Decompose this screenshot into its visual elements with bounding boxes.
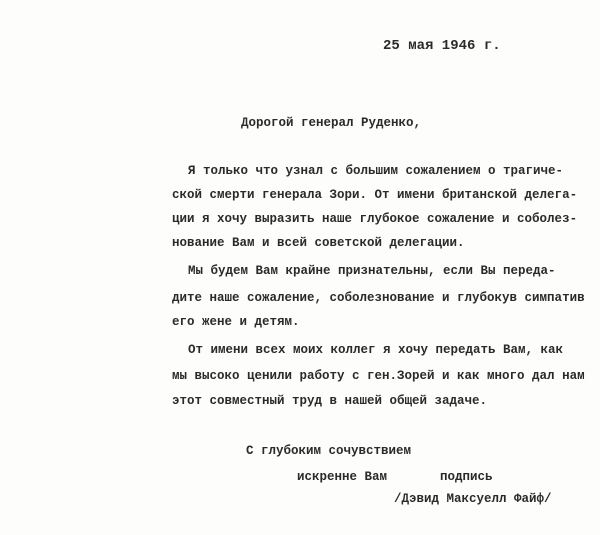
paragraph-1-line-3: ции я хочу выразить наше глубокое сожаление и соболез-: [172, 212, 578, 226]
signer-name: /Дэвид Максуелл Файф/: [394, 492, 552, 506]
paragraph-2-line-3: его жене и детям.: [172, 315, 300, 329]
paragraph-1-line-4: нование Вам и всей советской делегации.: [172, 236, 465, 250]
signature-label: подпись: [440, 470, 493, 484]
paragraph-3-line-3: этот совместный труд в нашей общей задаче.: [172, 394, 488, 408]
paragraph-1-line-1: Я только что узнал с большим сожалением о трагиче-: [188, 164, 564, 178]
letter-date: 25 мая 1946 г.: [383, 38, 501, 54]
paragraph-3-line-1: От имени всех моих коллег я хочу передать Вам, как: [188, 343, 564, 357]
paragraph-2-line-1: Мы будем Вам крайне признательны, если Вы переда-: [188, 264, 556, 278]
paragraph-3-line-2: мы высоко ценили работу с ген.Зорей и как много дал нам: [172, 369, 585, 383]
sincerely: искренне Вам: [297, 470, 388, 484]
paragraph-1-line-2: ской смерти генерала Зори. От имени британской делега-: [172, 188, 578, 202]
closing: С глубоким сочувствием: [246, 444, 412, 458]
salutation: Дорогой генерал Руденко,: [241, 116, 422, 130]
paragraph-2-line-2: дите наше сожаление, соболезнование и глубокув симпатив: [172, 291, 585, 305]
